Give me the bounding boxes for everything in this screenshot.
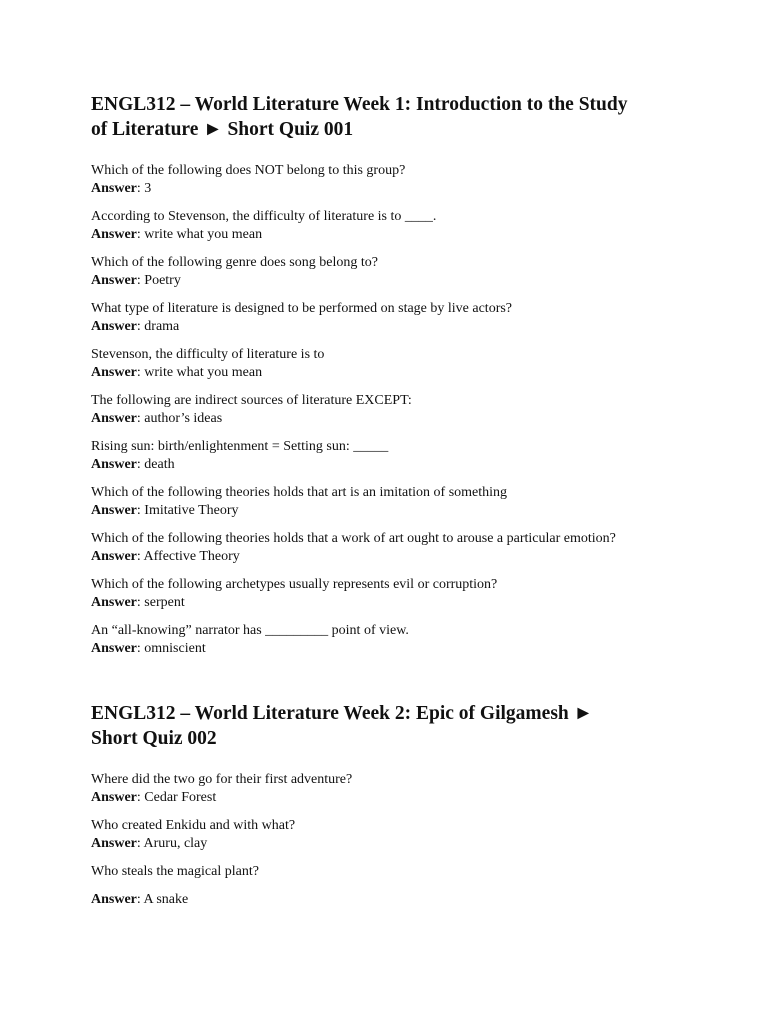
- question-text: Which of the following does NOT belong to this group?: [91, 163, 406, 178]
- answer-colon: :: [136, 503, 145, 518]
- answer-text: serpent: [144, 595, 185, 610]
- answer-row: [91, 891, 691, 909]
- question-item: [91, 300, 691, 336]
- question-item: [91, 817, 691, 853]
- answer-colon: :: [136, 227, 145, 242]
- answer-row: [91, 548, 691, 566]
- question-item: [91, 392, 691, 428]
- answer-text: write what you mean: [144, 227, 263, 242]
- answer-text: omniscient: [144, 641, 206, 656]
- answer-row: [91, 272, 691, 290]
- answer-colon: :: [136, 790, 145, 805]
- answer-text: author’s ideas: [144, 411, 223, 426]
- answer-label: Answer: [91, 457, 137, 472]
- question-item: [91, 576, 691, 612]
- answer-colon: :: [136, 836, 144, 851]
- answer-row: [91, 456, 691, 474]
- answer-row: [91, 364, 691, 382]
- question-item: [91, 771, 691, 807]
- answer-colon: :: [136, 595, 145, 610]
- answer-row: [91, 835, 691, 853]
- answer-label: Answer: [91, 790, 137, 805]
- question-text: According to Stevenson, the difficulty of literature is to ____.: [91, 209, 437, 224]
- answer-row: [91, 180, 691, 198]
- answer-label: Answer: [91, 836, 137, 851]
- question-text: Where did the two go for their first adventure?: [91, 772, 353, 787]
- question-item: [91, 863, 691, 909]
- answer-row: [91, 594, 691, 612]
- answer-label: Answer: [91, 595, 137, 610]
- answer-text: A snake: [143, 892, 189, 907]
- question-text: Which of the following theories holds that art is an imitation of something: [91, 485, 508, 500]
- answer-text: write what you mean: [144, 365, 263, 380]
- answer-colon: :: [136, 457, 145, 472]
- answer-label: Answer: [91, 181, 137, 196]
- answer-colon: :: [136, 181, 145, 196]
- answer-colon: :: [136, 273, 145, 288]
- question-text: What type of literature is designed to be performed on stage by live actors?: [91, 301, 513, 316]
- answer-text: Poetry: [144, 273, 181, 288]
- answer-row: [91, 410, 691, 428]
- question-text: The following are indirect sources of literature EXCEPT:: [91, 393, 412, 408]
- answer-colon: :: [136, 319, 145, 334]
- answer-colon: :: [136, 641, 145, 656]
- section-heading: ENGL312 – World Literature Week 2: Epic of Gilgamesh ► Short Quiz 002: [91, 703, 593, 749]
- answer-label: Answer: [91, 549, 137, 564]
- question-item: [91, 438, 691, 474]
- question-text: Which of the following archetypes usually represents evil or corruption?: [91, 577, 498, 592]
- question-item: [91, 346, 691, 382]
- answer-label: Answer: [91, 365, 137, 380]
- question-item: [91, 622, 691, 658]
- answer-text: Cedar Forest: [144, 790, 217, 805]
- answer-label: Answer: [91, 227, 137, 242]
- answer-text: Aruru, clay: [143, 836, 208, 851]
- answer-colon: :: [136, 411, 145, 426]
- answer-row: [91, 226, 691, 244]
- answer-label: Answer: [91, 319, 137, 334]
- answer-label: Answer: [91, 411, 137, 426]
- answer-row: [91, 789, 691, 807]
- quiz-section-week-2: [91, 701, 691, 909]
- answer-row: [91, 640, 691, 658]
- answer-text: death: [144, 457, 175, 472]
- question-text: Who created Enkidu and with what?: [91, 818, 296, 833]
- question-text: Stevenson, the difficulty of literature is to: [91, 347, 325, 362]
- question-item: [91, 208, 691, 244]
- section-heading: ENGL312 – World Literature Week 1: Introduction to the Study of Literature ► Short Quiz 001: [91, 94, 628, 140]
- quiz-section-week-1: [91, 92, 691, 658]
- answer-text: drama: [144, 319, 180, 334]
- question-text: Rising sun: birth/enlightenment = Setting sun: _____: [91, 439, 389, 454]
- answer-colon: :: [136, 365, 145, 380]
- question-text: Which of the following genre does song belong to?: [91, 255, 378, 270]
- answer-colon: :: [136, 892, 144, 907]
- question-text: An “all-knowing” narrator has _________ point of view.: [91, 623, 409, 638]
- answer-text: 3: [144, 181, 152, 196]
- question-text: Which of the following theories holds that a work of art ought to arouse a particular emotion?: [91, 531, 616, 546]
- document-page: [91, 92, 691, 919]
- question-item: [91, 530, 691, 566]
- question-list: [91, 162, 691, 658]
- answer-colon: :: [136, 549, 144, 564]
- answer-row: [91, 502, 691, 520]
- question-item: [91, 254, 691, 290]
- question-item: [91, 162, 691, 198]
- answer-label: Answer: [91, 641, 137, 656]
- answer-row: [91, 318, 691, 336]
- paragraph-gap: [91, 881, 691, 891]
- question-list: [91, 771, 691, 909]
- answer-label: Answer: [91, 273, 137, 288]
- question-item: [91, 484, 691, 520]
- answer-label: Answer: [91, 892, 137, 907]
- answer-label: Answer: [91, 503, 137, 518]
- question-text: Who steals the magical plant?: [91, 864, 259, 879]
- answer-text: Imitative Theory: [144, 503, 239, 518]
- answer-text: Affective Theory: [143, 549, 240, 564]
